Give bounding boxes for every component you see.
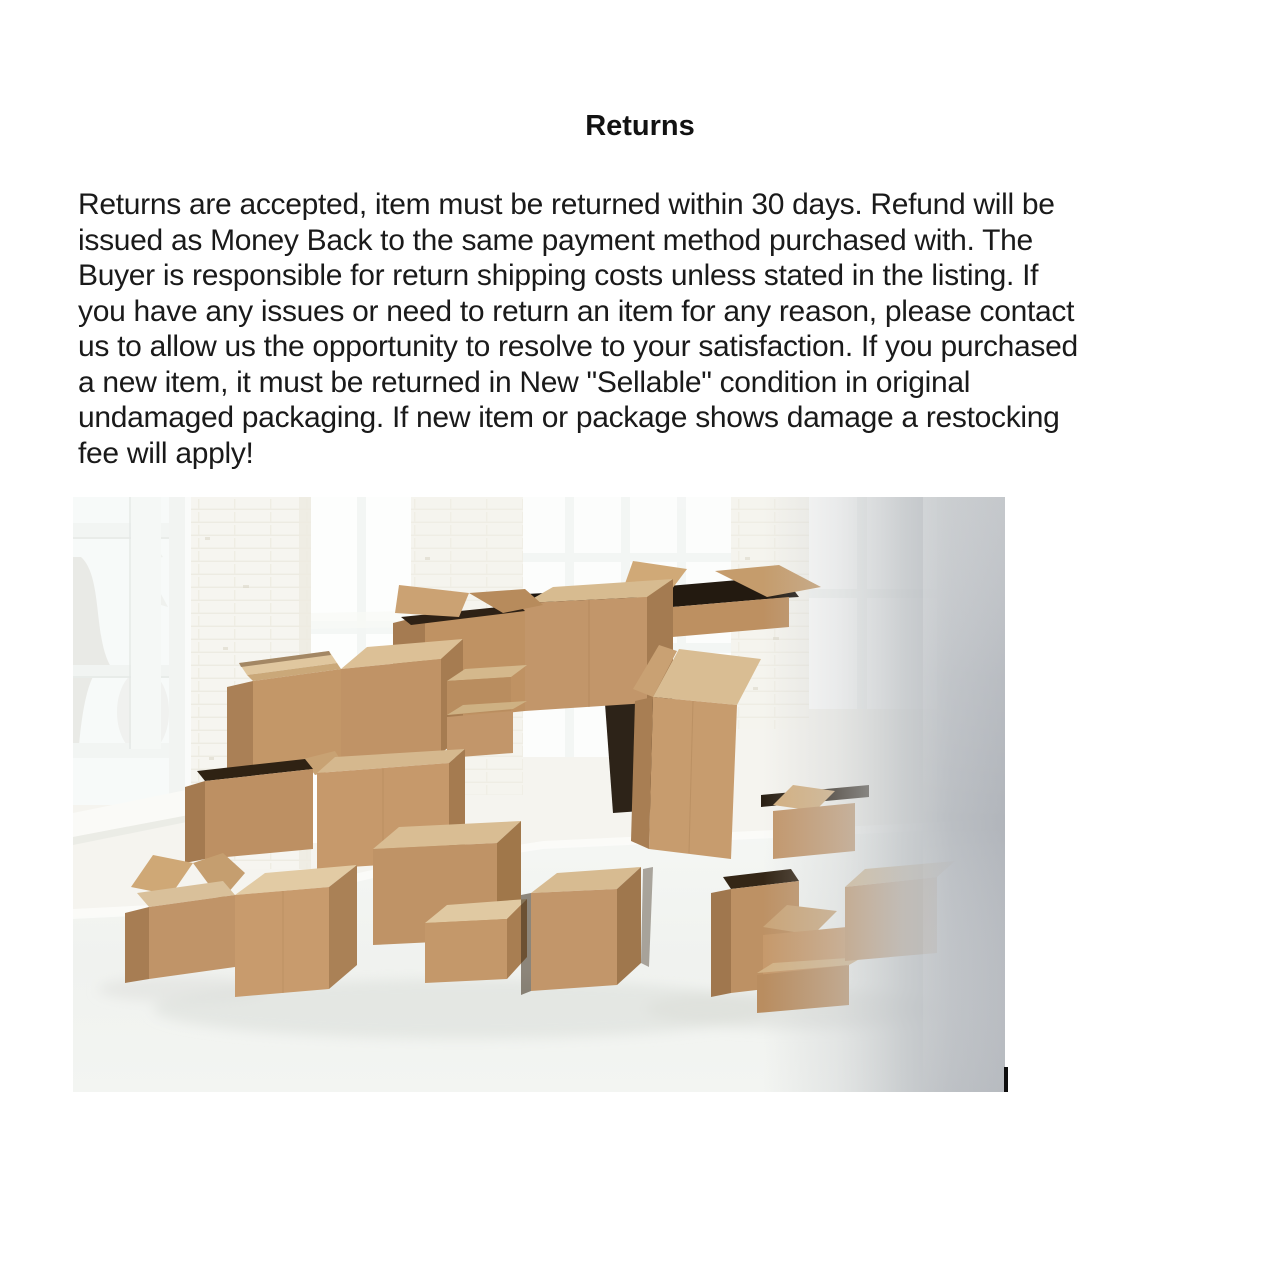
paragraph-line: fee will apply! (78, 436, 254, 470)
paragraph-line: undamaged packaging. If new item or package shows damage a restocking (78, 401, 1060, 434)
boxes-photo-illustration (73, 497, 1005, 1092)
text-cursor (1004, 1067, 1008, 1092)
paragraph-line: you have any issues or need to return an item for any reason, please contact (78, 294, 1075, 328)
paragraph-line: issued as Money Back to the same payment method purchased with. The (78, 223, 1033, 257)
paragraph-line: us to allow us the opportunity to resolve to your satisfaction. If you purchased (78, 330, 1078, 363)
boxes-photo (73, 497, 1005, 1092)
paragraph-line: Returns are accepted, item must be returned within 30 days. Refund will be (78, 188, 1055, 221)
right-blur-overlay (763, 497, 1005, 1092)
page-title: Returns (585, 110, 695, 142)
paragraph-line: Buyer is responsible for return shipping costs unless stated in the listing. If (78, 259, 1039, 292)
paragraph-line: a new item, it must be returned in New "Sellable" condition in original (78, 365, 971, 399)
returns-policy-paragraph (78, 187, 1208, 471)
